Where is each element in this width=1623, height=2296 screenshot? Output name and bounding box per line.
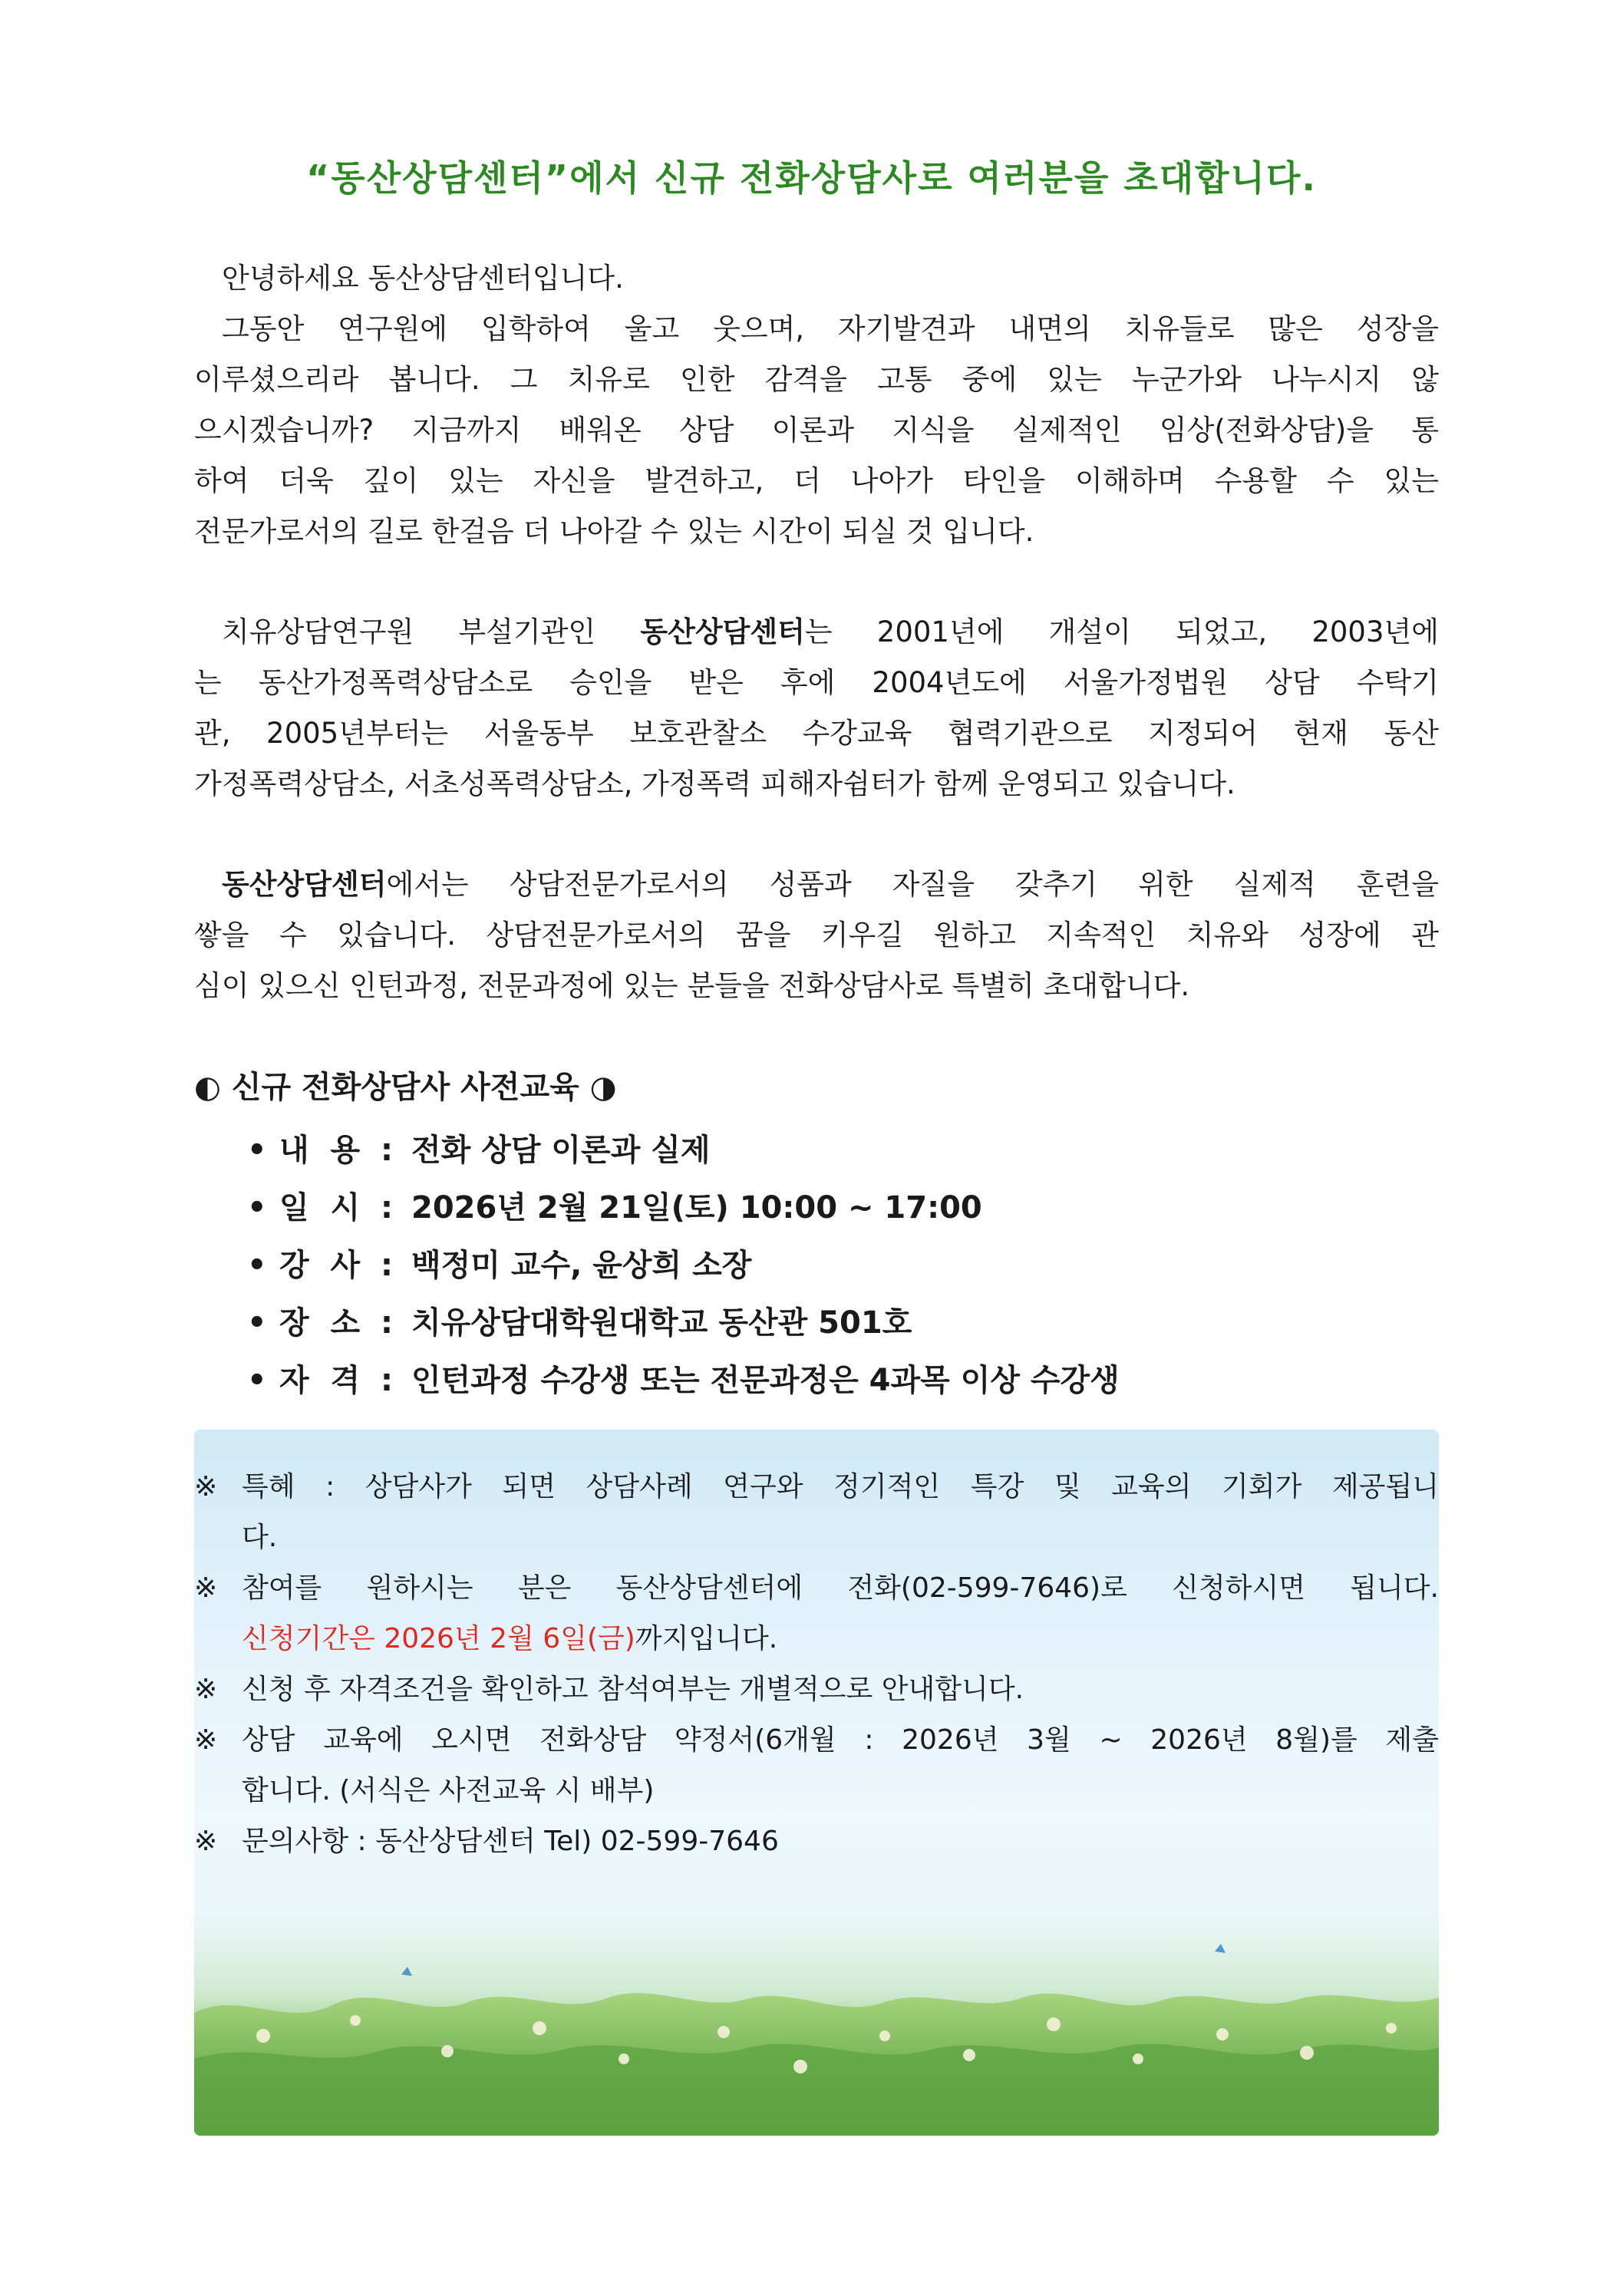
- detail-item: • 자 격 : 인턴과정 수강생 또는 전문과정은 4과목 이상 수강생: [247, 1352, 1120, 1410]
- detail-value: 전화 상담 이론과 실제: [411, 1133, 711, 1168]
- deadline-text: 신청기간은 2026년 2월 6일(금): [242, 1623, 635, 1654]
- invite-line: 심이 있으신 인턴과정, 전문과정에 있는 분들을 전화상담사로 특별히 초대합니다.: [194, 969, 1190, 1002]
- detail-item: • 강 사 : 백정미 교수, 윤상희 소장: [247, 1237, 1120, 1295]
- notice-item: [194, 1715, 1439, 1816]
- reference-mark-icon: ※: [194, 1674, 218, 1705]
- detail-label: 내 용: [279, 1133, 361, 1168]
- notice-item: [194, 1816, 1439, 1867]
- intro-greeting: 안녕하세요 동산상담센터입니다.: [222, 262, 624, 295]
- reference-mark-icon: ※: [194, 1471, 218, 1503]
- detail-value: 치유상담대학원대학교 동산관 501호: [411, 1305, 912, 1341]
- contact-text: 문의사항 : 동산상담센터 Tel) 02-599-7646: [242, 1826, 779, 1857]
- notice-text: 상담 교육에 오시면 전화상담 약정서(6개월 : 2026년 3월 ~ 2026년 8월)를 제출: [242, 1724, 1439, 1756]
- detail-label: 장 소: [279, 1305, 361, 1341]
- notice-item: [194, 1664, 1439, 1715]
- invite-paragraph: [194, 859, 1439, 1011]
- detail-label: 자 격: [279, 1363, 361, 1398]
- detail-label: 일 시: [279, 1190, 361, 1226]
- history-paragraph: [194, 607, 1439, 810]
- intro-line: 으시겠습니까? 지금까지 배워온 상담 이론과 지식을 실제적인 임상(전화상담)을 통: [194, 414, 1439, 447]
- detail-item: • 장 소 : 치유상담대학원대학교 동산관 501호: [247, 1295, 1120, 1352]
- reference-mark-icon: ※: [194, 1572, 218, 1604]
- notice-text: 까지입니다.: [635, 1623, 778, 1654]
- bullet-icon: •: [247, 1248, 267, 1283]
- notice-text: 다.: [242, 1522, 278, 1553]
- history-post: 는 2001년에 개설이 되었고, 2003년에: [804, 615, 1439, 648]
- detail-value: 백정미 교수, 윤상희 소장: [411, 1248, 752, 1283]
- detail-label: 강 사: [279, 1248, 361, 1283]
- bullet-icon: •: [247, 1190, 267, 1226]
- invite-line: 쌓을 수 있습니다. 상담전문가로서의 꿈을 키우길 원하고 지속적인 치유와 성장에 관: [194, 919, 1439, 952]
- notice-text: 합니다. (서식은 사전교육 시 배부): [242, 1775, 655, 1806]
- intro-line: 이루셨으리라 봅니다. 그 치유로 인한 감격을 고통 중에 있는 누군가와 나누시지 않: [194, 363, 1439, 396]
- reference-mark-icon: ※: [194, 1826, 218, 1857]
- detail-value: 인턴과정 수강생 또는 전문과정은 4과목 이상 수강생: [411, 1363, 1120, 1398]
- intro-line: 그동안 연구원에 입학하여 울고 웃으며, 자기발견과 내면의 치유들로 많은 성장을: [222, 312, 1439, 345]
- grass-illustration: [194, 1944, 1439, 2136]
- intro-line: 전문가로서의 길로 한걸음 더 나아갈 수 있는 시간이 되실 것 입니다.: [194, 515, 1034, 548]
- page-title: “동산상담센터”에서 신규 전화상담사로 여러분을 초대합니다.: [306, 157, 1317, 199]
- bullet-icon: •: [247, 1133, 267, 1168]
- training-details: [247, 1122, 1120, 1410]
- bullet-icon: •: [247, 1363, 267, 1398]
- notice-text: 참여를 원하시는 분은 동산상담센터에 전화(02-599-7646)로 신청하시면 됩니다.: [242, 1572, 1439, 1604]
- notice-item: [194, 1462, 1439, 1563]
- notice-item: [194, 1563, 1439, 1664]
- history-line: 가정폭력상담소, 서초성폭력상담소, 가정폭력 피해자쉼터가 함께 운영되고 있습니다.: [194, 767, 1235, 800]
- intro-line: 하여 더욱 깊이 있는 자신을 발견하고, 더 나아가 타인을 이해하며 수용할 수 있는: [194, 464, 1439, 497]
- center-name: 동산상담센터: [222, 868, 387, 901]
- section-title: ◐ 신규 전화상담사 사전교육 ◑: [194, 1070, 617, 1105]
- history-line: 는 동산가정폭력상담소로 승인을 받은 후에 2004년도에 서울가정법원 상담 수탁기: [194, 666, 1439, 699]
- invite-post: 에서는 상담전문가로서의 성품과 자질을 갖추기 위한 실제적 훈련을: [386, 868, 1439, 901]
- notice-text: 신청 후 자격조건을 확인하고 참석여부는 개별적으로 안내합니다.: [242, 1674, 1024, 1705]
- notice-text: 특혜 : 상담사가 되면 상담사례 연구와 정기적인 특강 및 교육의 기회가 제공됩니: [242, 1471, 1439, 1503]
- history-pre: 치유상담연구원 부설기관인: [222, 615, 641, 648]
- detail-value: 2026년 2월 21일(토) 10:00 ~ 17:00: [411, 1190, 982, 1226]
- center-name: 동산상담센터: [640, 615, 805, 648]
- detail-item: • 일 시 : 2026년 2월 21일(토) 10:00 ~ 17:00: [247, 1179, 1120, 1237]
- notice-list: [194, 1462, 1439, 1867]
- bullet-icon: •: [247, 1305, 267, 1341]
- reference-mark-icon: ※: [194, 1724, 218, 1756]
- intro-paragraph: [194, 253, 1439, 557]
- history-line: 관, 2005년부터는 서울동부 보호관찰소 수강교육 협력기관으로 지정되어 현재 동산: [194, 717, 1439, 750]
- detail-item: • 내 용 : 전화 상담 이론과 실제: [247, 1122, 1120, 1179]
